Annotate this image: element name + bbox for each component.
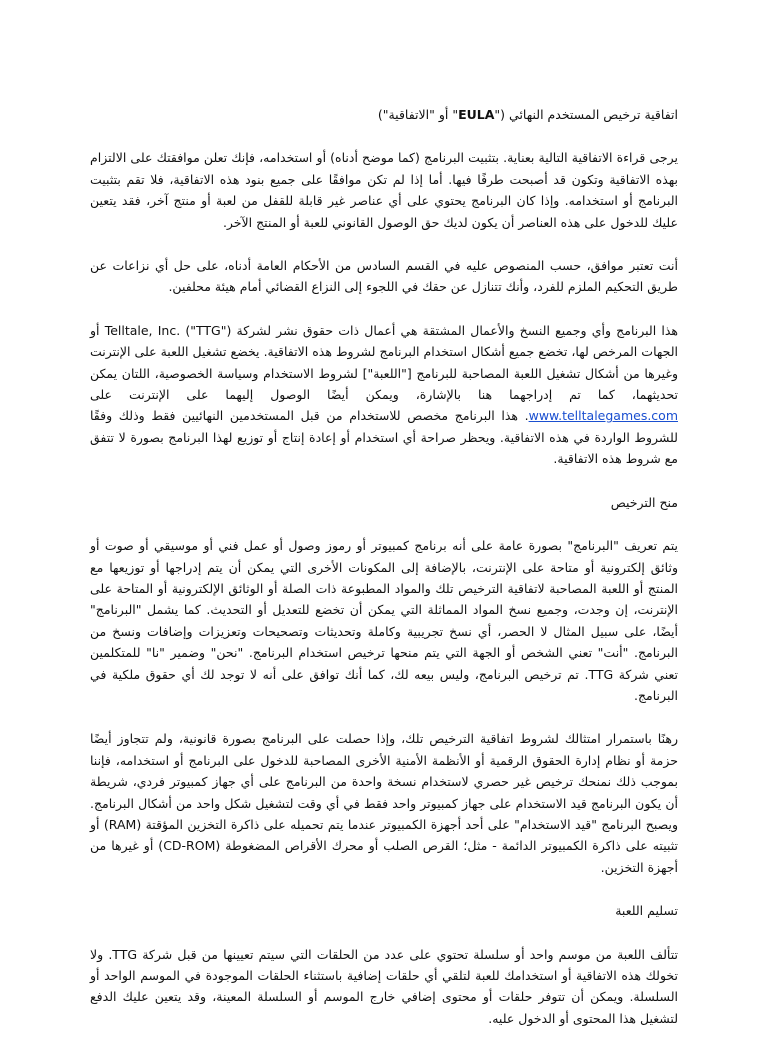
copyright-text-after-link: . هذا البرنامج مخصص للاستخدام من قبل المستخدمين النهائيين فقط وذلك وفقًا للشروط الواردة في هذه الاتفاقية. ويحظر صراحة أي استخدام أو إعادة إنتاج أو توزيع لهذا البرنامج بصورة لا تتفق مع شروط هذه الاتفاقية.: [90, 408, 678, 467]
title-eula-bold: EULA: [458, 107, 495, 122]
paragraph-arbitration: أنت تعتبر موافق، حسب المنصوص عليه في القسم السادس من الأحكام العامة أدناه، على حل أي نزاعات عن طريق التحكيم الملزم للفرد، وأنك تتنازل عن حقك في اللجوء إلى النزاع القضائي أمام هيئة محلفين.: [90, 258, 678, 295]
heading-license-grant: منح الترخيص: [610, 494, 678, 510]
heading-game-delivery: تسليم اللعبة: [615, 903, 678, 919]
title-text-before: اتفاقية ترخيص المستخدم النهائي (": [494, 107, 678, 122]
paragraph-copyright: [90, 320, 678, 470]
document-title: [90, 104, 678, 125]
copyright-text-before-link: هذا البرنامج وأي وجميع النسخ والأعمال المشتقة هي أعمال ذات حقوق نشر لشركة Telltale, Inc. ("TTG") أو الجهات المرخص لها، تخضع جميع أشكال استخدام البرنامج لشروط هذه الاتفاقية. يخضع تشغيل اللعبة على الإنترنت وغيرها من أشكال تشغيل اللعبة المصاحبة للبرنامج ["اللعبة"] لشروط الاستخدام وسياسة الخصوصية، اللتان يمكن تحديثهما، كما تم إدراجهما هنا بالإشارة، ويمكن أيضًا الوصول إليهما على الإنترنت على: [90, 322, 678, 403]
paragraph-acceptance: يرجى قراءة الاتفاقية التالية بعناية. بتثبيت البرنامج (كما موضح أدناه) أو استخدامه، فإنك تعلن موافقتك على الالتزام بهذه الاتفاقية وتكون قد أصبحت طرفًا فيها. أما إذا لم تكن موافقًا على جميع بنود هذه الاتفاقية، فلا تقم بتثبيت البرنامج أو استخدامه. وإذا كان البرنامج يحتوي على أي عناصر غير قابلة للقفل من لعبة أو منتج آخر، فقد يتعين عليك للدخول على هذه العناصر أن يكون لديك حق الوصول القانوني للعبة أو المنتج الآخر.: [90, 150, 678, 230]
title-text-after: " أو "الاتفاقية"): [377, 107, 459, 122]
telltale-website-link[interactable]: www.telltalegames.com: [528, 408, 678, 424]
paragraph-software-definition: يتم تعريف "البرنامج" بصورة عامة على أنه برنامج كمبيوتر أو رموز وصول أو عمل فني أو موسيقي أو صوت أو وثائق إلكترونية أو متاحة على الإنترنت، بالإضافة إلى المكونات الأخرى التي يمكن أن يتم إدراجها أو توزيعها مع المنتج أو اللعبة المصاحبة لاتفاقية الترخيص تلك والمواد المطبوعة ذات الصلة أو الوثائق الإلكترونية أو المتاحة على الإنترنت، إن وجدت، وجميع نسخ المواد المماثلة التي يمكن أن تخضع للتعديل أو التحديث. كما يشمل "البرنامج" أيضًا، على سبيل المثال لا الحصر، أي نسخ تجريبية وكاملة وتحديثات وتصحيحات وتعزيزات وإضافات ونسخ من البرنامج. "أنت" تعني الشخص أو الجهة التي يتم منحها ترخيص استخدام البرنامج. "نحن" وضمير "نا" للمتكلمين تعني شركة TTG. تم ترخيص البرنامج، وليس بيعه لك، كما أنك توافق على أنه لا توجد لك أي حقوق ملكية في البرنامج.: [90, 538, 678, 703]
paragraph-license-terms: رهنًا باستمرار امتثالك لشروط اتفاقية الترخيص تلك، وإذا حصلت على البرنامج بصورة قانونية، ولم تتجاوز أيضًا حزمة أو نظام إدارة الحقوق الرقمية أو الأنظمة الأمنية الأخرى المصاحبة للدخول على البرنامج أو استخدامه، فإننا بموجب ذلك نمنحك ترخيص غير حصري لاستخدام نسخة واحدة من البرنامج على أي جهاز كمبيوتر فردي، شريطة أن يكون البرنامج قيد الاستخدام على جهاز كمبيوتر واحد فقط في أي وقت لتشغيل شكل واحد من أشكال البرنامج. ويصبح البرنامج "قيد الاستخدام" على أحد أجهزة الكمبيوتر عندما يتم تحميله على ذاكرة التخزين المؤقتة (RAM) أو تثبيته على ذاكرة الكمبيوتر الدائمة - مثل؛ القرص الصلب أو محرك الأقراص المضغوطة (CD-ROM) أو غيرها من أجهزة التخزين.: [90, 731, 679, 875]
eula-document: [90, 104, 678, 1051]
paragraph-game-episodes: تتألف اللعبة من موسم واحد أو سلسلة تحتوي على عدد من الحلقات التي سيتم تعيينها من قبل شركة TTG. ولا تخولك هذه الاتفاقية أو استخدامك للعبة لتلقي أي حلقات إضافية باستثناء الحلقات الموجودة في الموسم الواحد أو السلسلة. ويمكن أن تتوفر حلقات أو محتوى إضافي خارج الموسم أو السلسلة المعينة، وقد يتعين عليك الدفع لتشغيل هذا المحتوى أو الدخول عليه.: [90, 946, 678, 1026]
